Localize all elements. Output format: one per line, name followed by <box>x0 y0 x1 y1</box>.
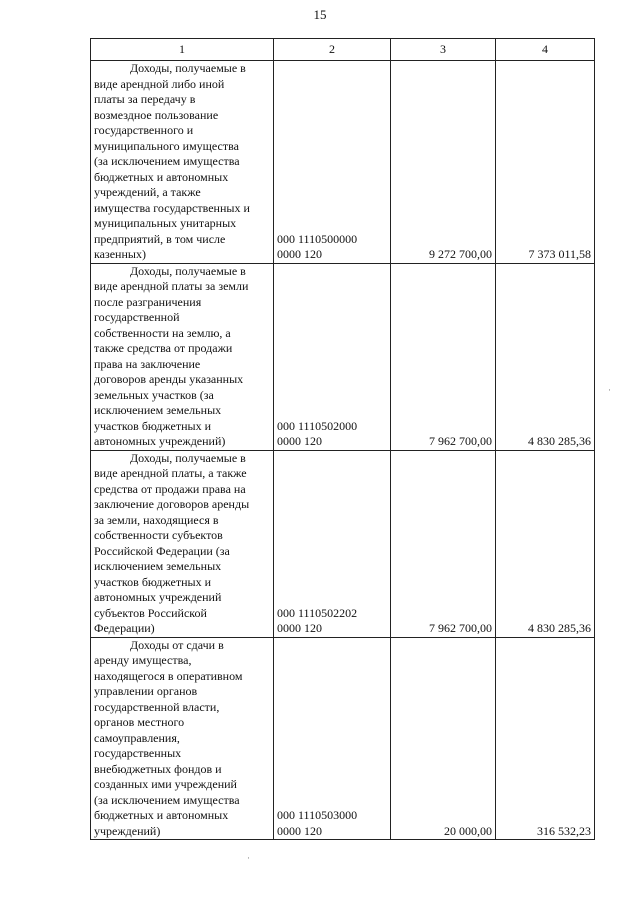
row-description: Доходы от сдачи в аренду имущества, находящегося в оперативном управлении органов государственной власти, органов местного самоуправления, государственных внебюджетных фондов и созданных ими учреждений (за исключением имущества бюджетных и автономных учреждений) <box>94 637 243 838</box>
table-row <box>91 637 595 840</box>
scan-speck: · <box>247 853 250 863</box>
row-code: 000 1110500000 0000 120 <box>277 231 358 261</box>
column-header-4: 4 <box>496 39 595 61</box>
row-actual-amount: 4 830 285,36 <box>496 450 595 637</box>
row-plan-amount: 20 000,00 <box>391 637 496 840</box>
row-description: Доходы, получаемые в виде арендной платы, а также средства от продажи права на заключение договоров аренды за земли, находящиеся в собственности субъектов Российской Федерации (за исключением земельных участков бюджетных и автономных учреждений субъектов Российской Федерации) <box>94 450 250 635</box>
row-plan-amount: 9 272 700,00 <box>391 61 496 264</box>
page-number: 15 <box>313 7 327 22</box>
row-actual-amount: 4 830 285,36 <box>496 263 595 450</box>
column-header-3: 3 <box>391 39 496 61</box>
column-header-2: 2 <box>274 39 391 61</box>
row-description: Доходы, получаемые в виде арендной платы за земли после разграничения государственной собственности на землю, а также средства от продажи права на заключение договоров аренды указанных земельных участков (за исключением земельных участков бюджетных и автономных учреждений) <box>94 263 249 448</box>
row-code: 000 1110503000 0000 120 <box>277 808 358 838</box>
table-row <box>91 61 595 264</box>
row-description: Доходы, получаемые в виде арендной либо иной платы за передачу в возмездное пользование государственного и муниципального имущества (за исключением имущества бюджетных и автономных учреждений, а также имущества государственных и муниципальных унитарных предприятий, в том числе казенных) <box>94 61 250 261</box>
row-code: 000 1110502000 0000 120 <box>277 418 358 448</box>
scan-speck: · <box>608 385 611 395</box>
table-row <box>91 450 595 637</box>
row-plan-amount: 7 962 700,00 <box>391 450 496 637</box>
revenue-table <box>90 38 595 840</box>
column-header-1: 1 <box>91 39 274 61</box>
row-actual-amount: 316 532,23 <box>496 637 595 840</box>
table-header-row <box>91 39 595 61</box>
row-actual-amount: 7 373 011,58 <box>496 61 595 264</box>
row-code: 000 1110502202 0000 120 <box>277 605 358 635</box>
row-plan-amount: 7 962 700,00 <box>391 263 496 450</box>
table-row <box>91 263 595 450</box>
